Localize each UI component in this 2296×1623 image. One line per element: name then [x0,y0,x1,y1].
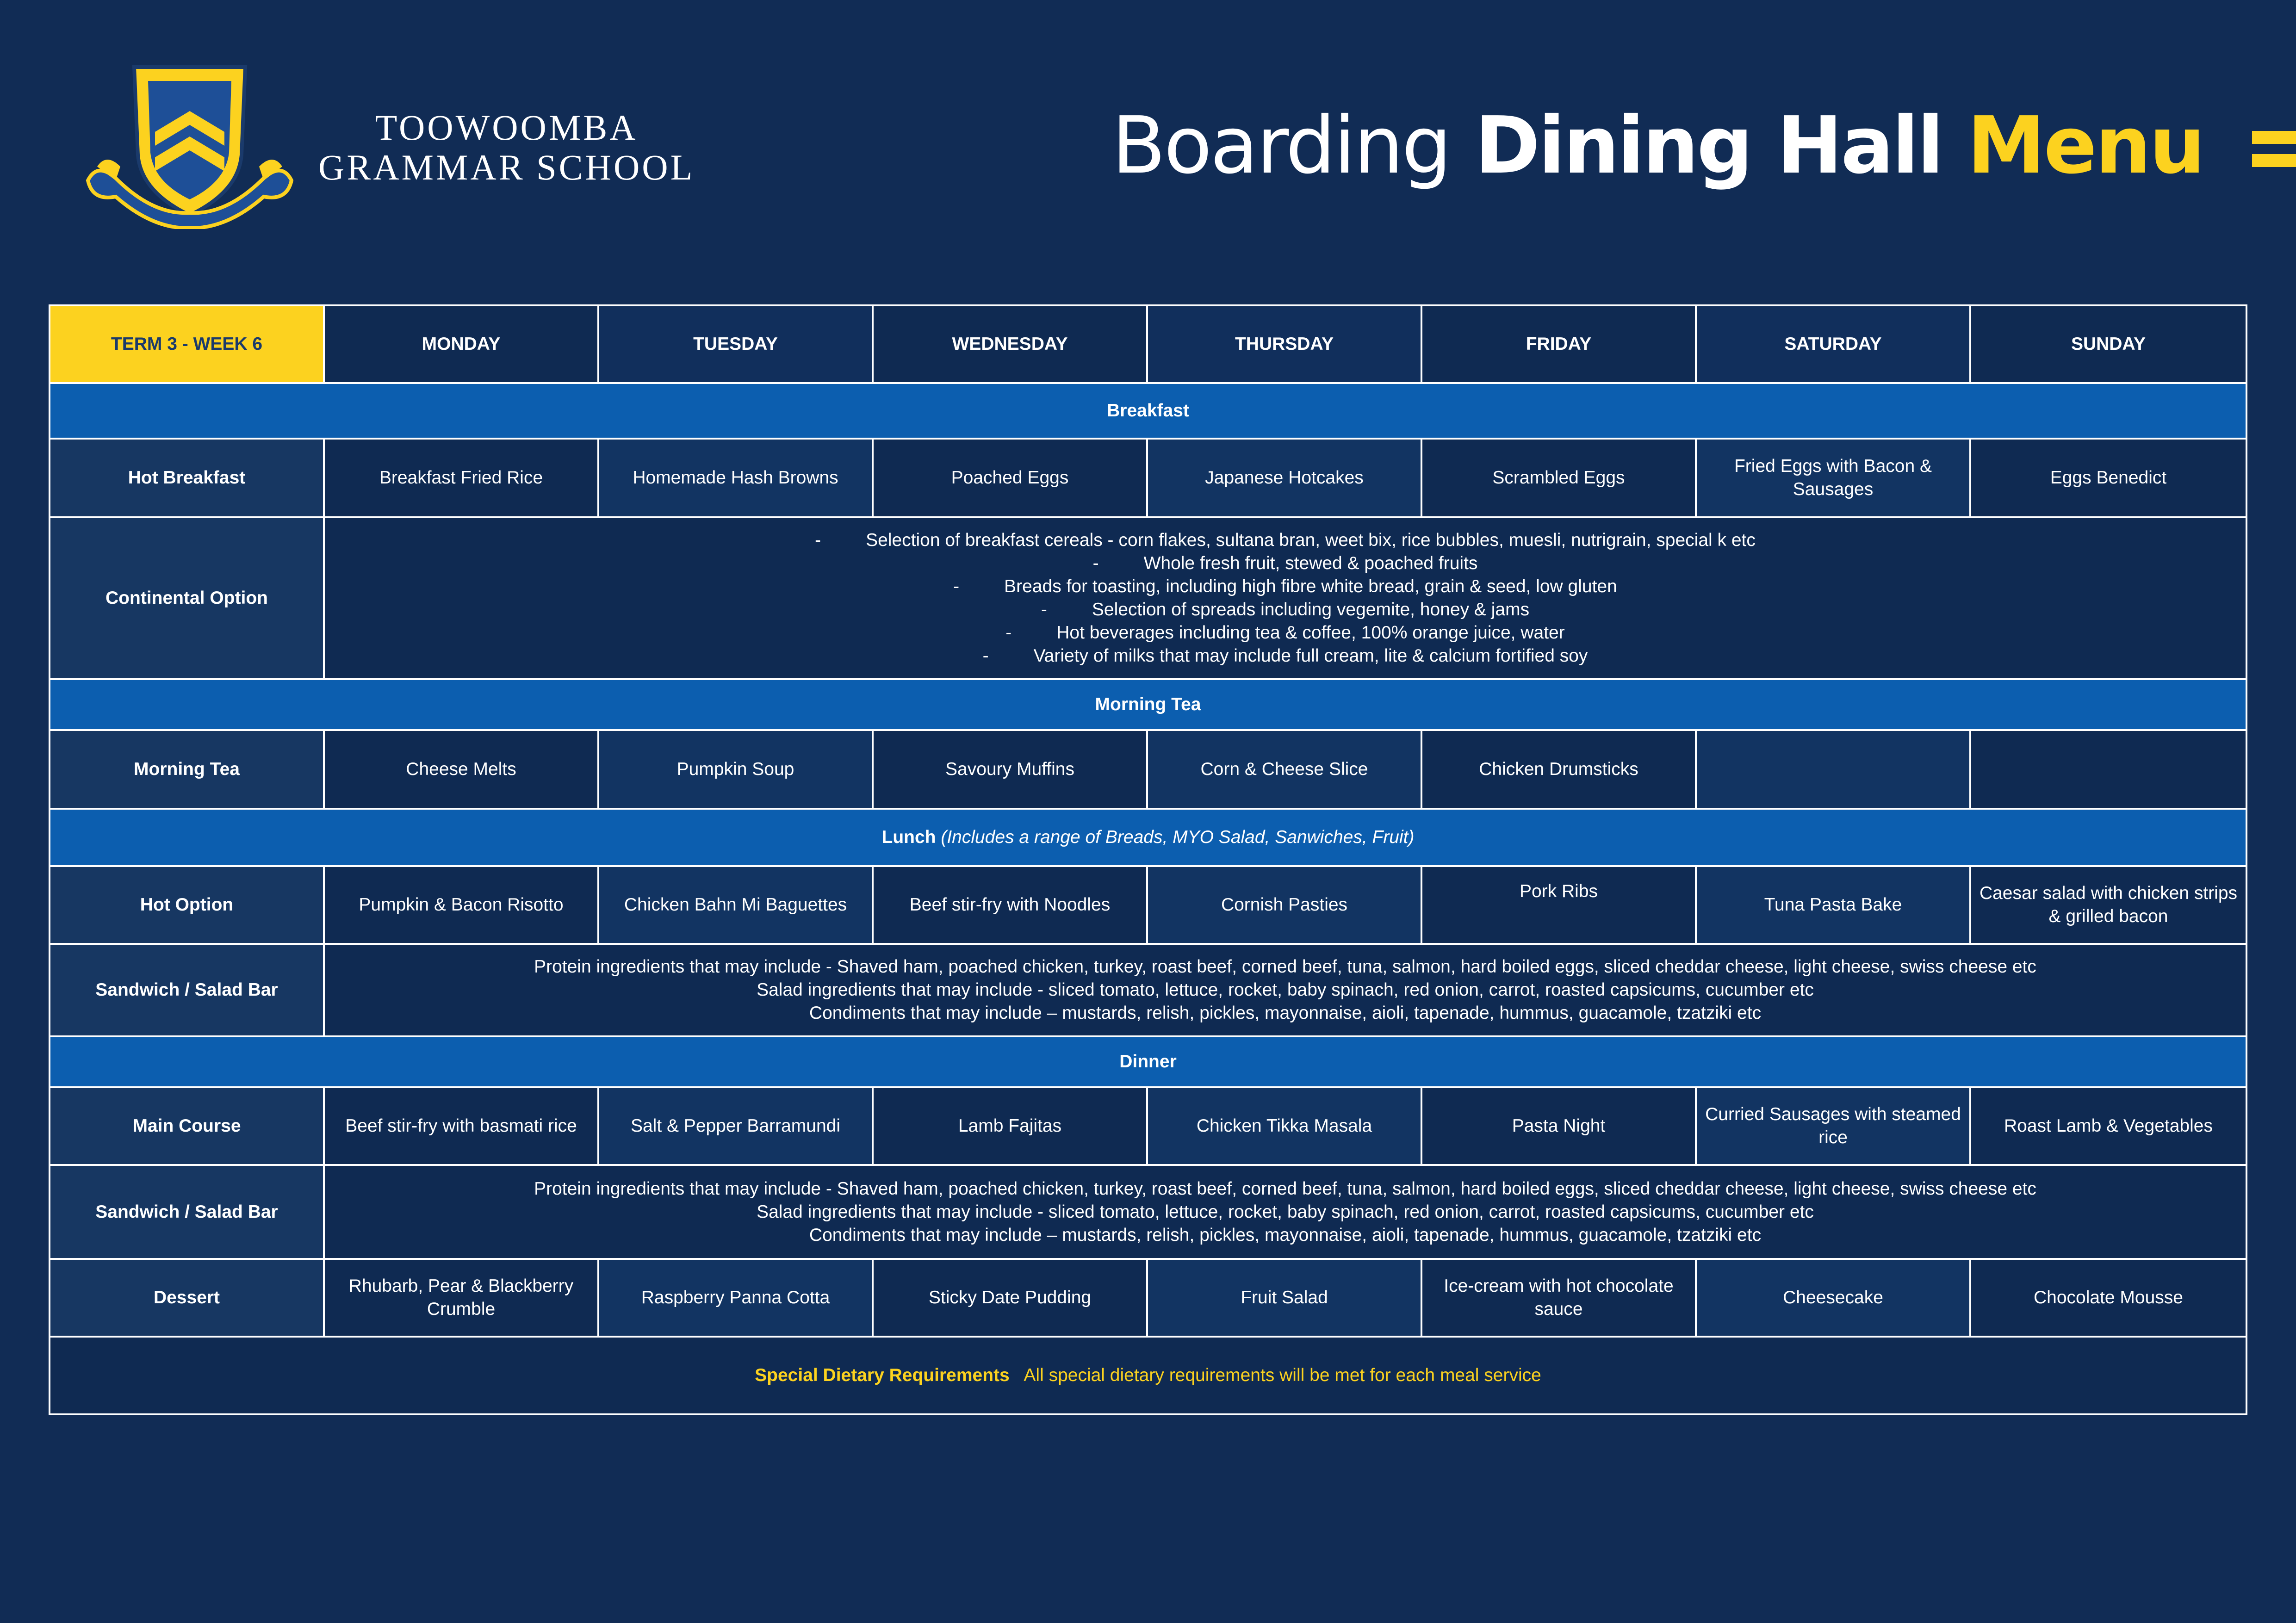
day-header-sunday: SUNDAY [1970,305,2246,383]
menu-cell: Scrambled Eggs [1421,439,1696,517]
title-word-dining-hall: Dining Hall [1475,100,1942,192]
menu-cell: Pumpkin & Bacon Risotto [324,866,598,944]
title-word-boarding: Boarding [1111,100,1450,192]
school-name [318,108,695,187]
row-label-sandwich-salad-bar: Sandwich / Salad Bar [50,1165,324,1259]
sandwich-bar-list [324,1165,2246,1259]
menu-cell: Beef stir-fry with basmati rice [324,1087,598,1165]
menu-cell: Salt & Pepper Barramundi [598,1087,873,1165]
title-word-menu: Menu [1967,100,2203,192]
menu-cell: Savoury Muffins [873,730,1147,809]
menu-cell: Tuna Pasta Bake [1696,866,1970,944]
row-hot-option [50,866,2246,944]
bullet-dash: - [982,646,989,666]
list-item [332,575,2238,598]
day-header-monday: MONDAY [324,305,598,383]
menu-cell: Pumpkin Soup [598,730,873,809]
menu-cell: Fried Eggs with Bacon & Sausages [1696,439,1970,517]
title-accent-bars [2252,131,2296,177]
row-hot-breakfast [50,439,2246,517]
day-header-saturday: SATURDAY [1696,305,1970,383]
menu-cell: Rhubarb, Pear & Blackberry Crumble [324,1259,598,1337]
list-item-text: Protein ingredients that may include - Shaved ham, poached chicken, turkey, roast beef, corned beef, tuna, salmon, hard boiled eggs, sliced cheddar cheese, light cheese, swiss cheese etc [534,1178,2036,1199]
row-label-hot-breakfast: Hot Breakfast [50,439,324,517]
row-lunch-sandwich-bar [50,944,2246,1036]
sandwich-bar-list [324,944,2246,1036]
menu-cell: Poached Eggs [873,439,1147,517]
crest-icon [79,62,301,229]
list-item-text: Hot beverages including tea & coffee, 100% orange juice, water [1056,623,1565,643]
day-header-wednesday: WEDNESDAY [873,305,1147,383]
section-row-dinner [50,1036,2246,1087]
list-item [332,529,2238,552]
menu-cell: Homemade Hash Browns [598,439,873,517]
menu-table [49,304,2247,1415]
day-header-friday: FRIDAY [1421,305,1696,383]
bullet-dash: - [1092,553,1099,573]
menu-cell: Pork Ribs [1421,866,1696,944]
bullet-dash: - [815,530,821,550]
section-row-breakfast [50,383,2246,439]
menu-cell: Curried Sausages with steamed rice [1696,1087,1970,1165]
row-special-dietary [50,1337,2246,1414]
section-row-lunch [50,809,2246,866]
list-item [332,598,2238,621]
list-item-text: Selection of breakfast cereals - corn flakes, sultana bran, weet bix, rice bubbles, muesli, nutrigrain, special k etc [866,530,1756,550]
dietary-text: All special dietary requirements will be met for each meal service [1024,1365,1541,1385]
school-crest-logo [79,62,301,231]
section-label-morning-tea: Morning Tea [50,679,2246,730]
bullet-dash: - [1041,600,1047,619]
day-header-thursday: THURSDAY [1147,305,1421,383]
menu-cell-empty [1696,730,1970,809]
menu-cell: Chicken Tikka Masala [1147,1087,1421,1165]
menu-cell: Sticky Date Pudding [873,1259,1147,1337]
list-item-text: Variety of milks that may include full cream, lite & calcium fortified soy [1033,646,1588,666]
list-item-text: Condiments that may include – mustards, relish, pickles, mayonnaise, aioli, tapenade, hummus, guacamole, tzatziki etc [809,1225,1762,1245]
day-header-tuesday: TUESDAY [598,305,873,383]
menu-cell: Chicken Bahn Mi Baguettes [598,866,873,944]
list-item-text: Whole fresh fruit, stewed & poached fruits [1143,553,1478,573]
section-label-breakfast: Breakfast [50,383,2246,439]
row-dessert [50,1259,2246,1337]
accent-bar [2252,154,2296,167]
section-lunch [50,809,2246,866]
menu-cell: Ice-cream with hot chocolate sauce [1421,1259,1696,1337]
row-label-main-course: Main Course [50,1087,324,1165]
page-title [1112,99,2203,192]
list-item-text: Selection of spreads including vegemite, honey & jams [1092,600,1530,619]
list-item [332,552,2238,575]
row-label-dessert: Dessert [50,1259,324,1337]
menu-cell: Corn & Cheese Slice [1147,730,1421,809]
list-item-text: Salad ingredients that may include - sliced tomato, lettuce, rocket, baby spinach, red onion, carrot, roasted capsicums, cucumber etc [757,1202,1814,1222]
menu-cell: Caesar salad with chicken strips & grilled bacon [1970,866,2246,944]
row-label-sandwich-salad-bar: Sandwich / Salad Bar [50,944,324,1036]
row-continental-option [50,517,2246,679]
row-label-morning-tea: Morning Tea [50,730,324,809]
menu-cell: Cornish Pasties [1147,866,1421,944]
menu-cell: Cheese Melts [324,730,598,809]
row-dinner-sandwich-bar [50,1165,2246,1259]
bullet-dash: - [953,576,960,596]
header-row [50,305,2246,383]
menu-cell-empty [1970,730,2246,809]
list-item [332,644,2238,668]
menu-cell: Fruit Salad [1147,1259,1421,1337]
menu-cell: Lamb Fajitas [873,1087,1147,1165]
row-morning-tea [50,730,2246,809]
menu-cell: Chocolate Mousse [1970,1259,2246,1337]
bullet-dash: - [1005,623,1012,643]
list-item-text: Salad ingredients that may include - sliced tomato, lettuce, rocket, baby spinach, red onion, carrot, roasted capsicums, cucumber etc [757,980,1814,1000]
menu-cell: Raspberry Panna Cotta [598,1259,873,1337]
menu-cell: Japanese Hotcakes [1147,439,1421,517]
row-label-continental-option: Continental Option [50,517,324,679]
list-item-text: Protein ingredients that may include - Shaved ham, poached chicken, turkey, roast beef, corned beef, tuna, salmon, hard boiled eggs, sliced cheddar cheese, light cheese, swiss cheese etc [534,957,2036,977]
menu-cell: Cheesecake [1696,1259,1970,1337]
section-label-dinner: Dinner [50,1036,2246,1087]
section-row-morning-tea [50,679,2246,730]
school-name-line1: TOOWOOMBA [375,107,638,148]
row-main-course [50,1087,2246,1165]
list-item-text: Condiments that may include – mustards, relish, pickles, mayonnaise, aioli, tapenade, hummus, guacamole, tzatziki etc [809,1003,1762,1023]
menu-cell: Chicken Drumsticks [1421,730,1696,809]
row-label-hot-option: Hot Option [50,866,324,944]
section-note-lunch: (Includes a range of Breads, MYO Salad, Sanwiches, Fruit) [941,827,1415,847]
special-dietary-note [50,1337,2246,1414]
school-name-line2: GRAMMAR SCHOOL [318,147,695,187]
menu-cell: Eggs Benedict [1970,439,2246,517]
list-item [332,621,2238,644]
section-label-lunch: Lunch [881,827,936,847]
accent-bar [2252,131,2296,144]
dietary-label: Special Dietary Requirements [755,1365,1010,1385]
continental-option-list [324,517,2246,679]
menu-cell: Roast Lamb & Vegetables [1970,1087,2246,1165]
term-week-label: TERM 3 - WEEK 6 [50,305,324,383]
menu-cell: Breakfast Fried Rice [324,439,598,517]
menu-cell: Beef stir-fry with Noodles [873,866,1147,944]
list-item-text: Breads for toasting, including high fibre white bread, grain & seed, low gluten [1004,576,1617,596]
menu-cell: Pasta Night [1421,1087,1696,1165]
